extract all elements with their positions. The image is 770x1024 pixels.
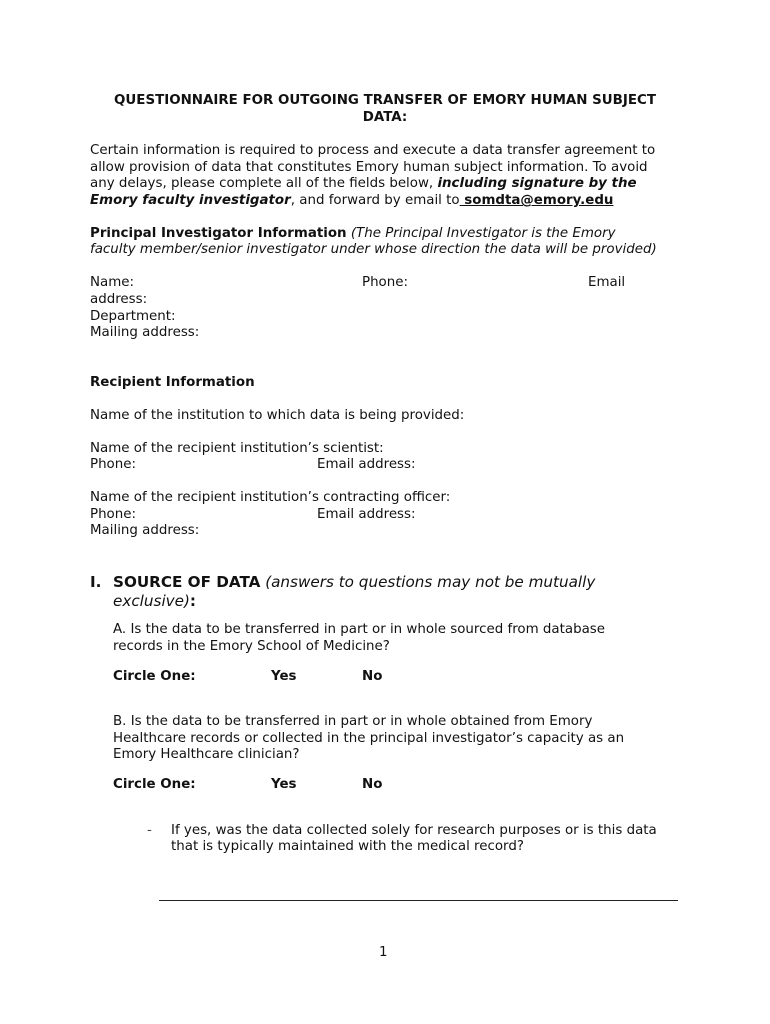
question-b-line-2: Healthcare records or collected in the principal investigator’s capacity as an xyxy=(113,731,625,746)
question-a-line-2: records in the Emory School of Medicine? xyxy=(113,639,390,654)
sub-question-bullet: - xyxy=(147,823,152,838)
intro-line-4: Emory faculty investigator, and forward by email to somdta@emory.edu xyxy=(90,193,614,208)
question-a-circle-label: Circle One: xyxy=(113,669,196,684)
question-b-no[interactable]: No xyxy=(362,777,383,792)
email-link[interactable]: somdta@emory.edu xyxy=(459,193,614,208)
pi-phone-label: Phone: xyxy=(362,275,408,290)
pi-heading-line-2: faculty member/senior investigator under whose direction the data will be provided) xyxy=(90,242,657,257)
intro-line-2: allow provision of data that constitutes Emory human subject information. To avoid xyxy=(90,160,648,175)
question-b-circle-label: Circle One: xyxy=(113,777,196,792)
pi-email-label-1: Email xyxy=(588,275,626,290)
recipient-scientist-label: Name of the recipient institution’s scientist: xyxy=(90,441,384,456)
recipient-scientist-email-label: Email address: xyxy=(317,457,416,472)
pi-name-label: Name: xyxy=(90,275,135,290)
sub-question-line-1: If yes, was the data collected solely for research purposes or is this data xyxy=(171,823,657,838)
pi-department-label: Department: xyxy=(90,309,176,324)
answer-line[interactable] xyxy=(159,900,678,901)
pi-heading-line-1: Principal Investigator Information (The Principal Investigator is the Emory xyxy=(90,226,616,241)
section-number: I. xyxy=(90,573,102,591)
recipient-institution-label: Name of the institution to which data is being provided: xyxy=(90,408,465,423)
recipient-officer-email-label: Email address: xyxy=(317,507,416,522)
section-heading-line-1: SOURCE OF DATA (answers to questions may not be mutually xyxy=(113,573,596,591)
section-heading-line-2: exclusive): xyxy=(113,592,196,610)
question-b-line-1: B. Is the data to be transferred in part or in whole obtained from Emory xyxy=(113,714,593,729)
page-number: 1 xyxy=(379,945,388,960)
question-a-no[interactable]: No xyxy=(362,669,383,684)
question-b-line-3: Emory Healthcare clinician? xyxy=(113,747,300,762)
recipient-heading: Recipient Information xyxy=(90,375,255,390)
intro-line-1: Certain information is required to process and execute a data transfer agreement to xyxy=(90,143,656,158)
recipient-officer-phone-label: Phone: xyxy=(90,507,136,522)
question-b-yes[interactable]: Yes xyxy=(271,777,297,792)
pi-email-label-2: address: xyxy=(90,292,148,307)
recipient-scientist-phone-label: Phone: xyxy=(90,457,136,472)
document-title: QUESTIONNAIRE FOR OUTGOING TRANSFER OF EMORY HUMAN SUBJECT DATA: xyxy=(114,93,656,125)
intro-line-3: any delays, please complete all of the fields below, including signature by the xyxy=(90,176,637,191)
recipient-officer-label: Name of the recipient institution’s contracting officer: xyxy=(90,490,451,505)
question-a-yes[interactable]: Yes xyxy=(271,669,297,684)
recipient-mailing-label: Mailing address: xyxy=(90,523,200,538)
pi-mailing-label: Mailing address: xyxy=(90,325,200,340)
question-a-line-1: A. Is the data to be transferred in part or in whole sourced from database xyxy=(113,622,605,637)
sub-question-line-2: that is typically maintained with the medical record? xyxy=(171,839,524,854)
